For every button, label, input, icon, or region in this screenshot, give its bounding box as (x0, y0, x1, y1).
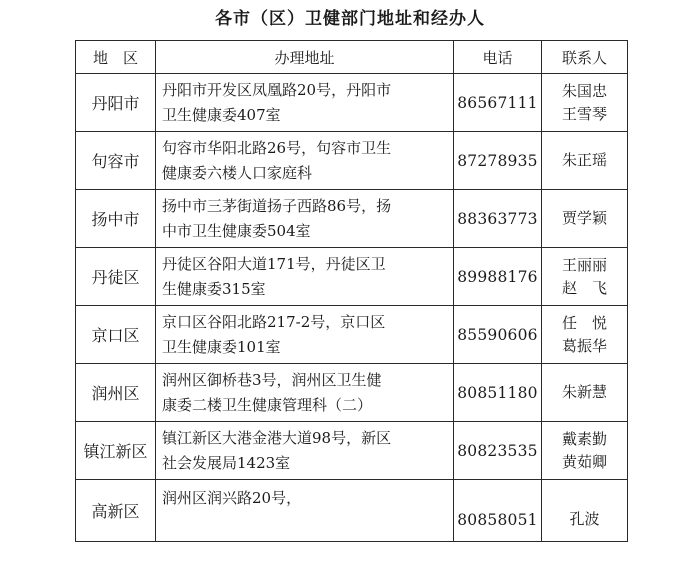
header-contact: 联系人 (542, 41, 628, 74)
phone-cell: 80851180 (454, 364, 542, 422)
address-line: 丹阳市开发区凤凰路20号，丹阳市 (162, 80, 392, 99)
phone-cell: 80858051 (454, 480, 542, 542)
address-cell (156, 248, 454, 306)
address-line: 卫生健康委101室 (162, 337, 281, 356)
contact-cell (542, 422, 628, 480)
table-row (76, 132, 628, 190)
region-cell: 润州区 (76, 364, 156, 422)
header-phone: 电话 (454, 41, 542, 74)
address-cell (156, 132, 454, 190)
contact-table (75, 40, 628, 542)
address-line: 康委二楼卫生健康管理科（二） (162, 395, 373, 414)
address-line: 京口区谷阳北路217-2号，京口区 (162, 312, 386, 331)
region-cell: 句容市 (76, 132, 156, 190)
address-line: 社会发展局1423室 (162, 453, 291, 472)
contact-cell (542, 132, 628, 190)
header-region: 地 区 (76, 41, 156, 74)
contact-name: 葛振华 (561, 336, 607, 355)
address-cell (156, 306, 454, 364)
region-cell: 扬中市 (76, 190, 156, 248)
region-cell: 丹阳市 (76, 74, 156, 132)
phone-cell: 80823535 (454, 422, 542, 480)
contact-name: 朱新慧 (561, 383, 607, 401)
region-cell: 镇江新区 (76, 422, 156, 480)
address-cell (156, 190, 454, 248)
table-row (76, 364, 628, 422)
table-row (76, 248, 628, 306)
address-line: 扬中市三茅街道扬子西路86号，扬 (162, 196, 392, 215)
address-line: 润州区御桥巷3号，润州区卫生健 (162, 370, 382, 389)
address-cell (156, 422, 454, 480)
contact-cell (542, 74, 628, 132)
contact-name: 黄茹卿 (561, 452, 607, 471)
phone-cell: 87278935 (454, 132, 542, 190)
phone-cell: 88363773 (454, 190, 542, 248)
address-line: 镇江新区大港金港大道98号，新区 (162, 428, 392, 447)
address-line: 中市卫生健康委504室 (162, 221, 311, 240)
address-line: 句容市华阳北路26号，句容市卫生 (162, 138, 392, 157)
phone-cell: 89988176 (454, 248, 542, 306)
contact-name: 孔波 (569, 510, 600, 528)
contact-cell (542, 364, 628, 422)
page-title: 各市（区）卫健部门地址和经办人 (215, 9, 485, 29)
table-row (76, 480, 628, 542)
contact-cell (542, 306, 628, 364)
address-cell (156, 364, 454, 422)
contact-name: 赵 飞 (561, 278, 607, 297)
phone-cell: 86567111 (454, 74, 542, 132)
address-line: 润州区润兴路20号， (162, 489, 302, 507)
address-cell (156, 480, 454, 542)
contact-cell (542, 480, 628, 542)
address-cell (156, 74, 454, 132)
table-row (76, 306, 628, 364)
contact-name: 任 悦 (561, 313, 607, 332)
contact-name: 朱国忠 (561, 81, 607, 100)
contact-name: 戴素勤 (561, 429, 607, 448)
address-line: 丹徒区谷阳大道171号，丹徒区卫 (162, 254, 386, 273)
address-line: 生健康委315室 (162, 279, 266, 298)
region-cell: 京口区 (76, 306, 156, 364)
contact-name: 朱正瑶 (561, 151, 607, 169)
contact-name: 贾学颖 (561, 209, 607, 227)
address-line: 健康委六楼人口家庭科 (162, 163, 313, 182)
table-row (76, 74, 628, 132)
table-row (76, 190, 628, 248)
contact-cell (542, 248, 628, 306)
phone-cell: 85590606 (454, 306, 542, 364)
table-row (76, 422, 628, 480)
contact-name: 王雪琴 (561, 104, 607, 123)
contact-cell (542, 190, 628, 248)
region-cell: 丹徒区 (76, 248, 156, 306)
contact-name: 王丽丽 (561, 255, 607, 274)
address-line: 卫生健康委407室 (162, 105, 281, 124)
header-address: 办理地址 (156, 41, 454, 74)
region-cell: 高新区 (76, 480, 156, 542)
table-header-row (76, 41, 628, 74)
